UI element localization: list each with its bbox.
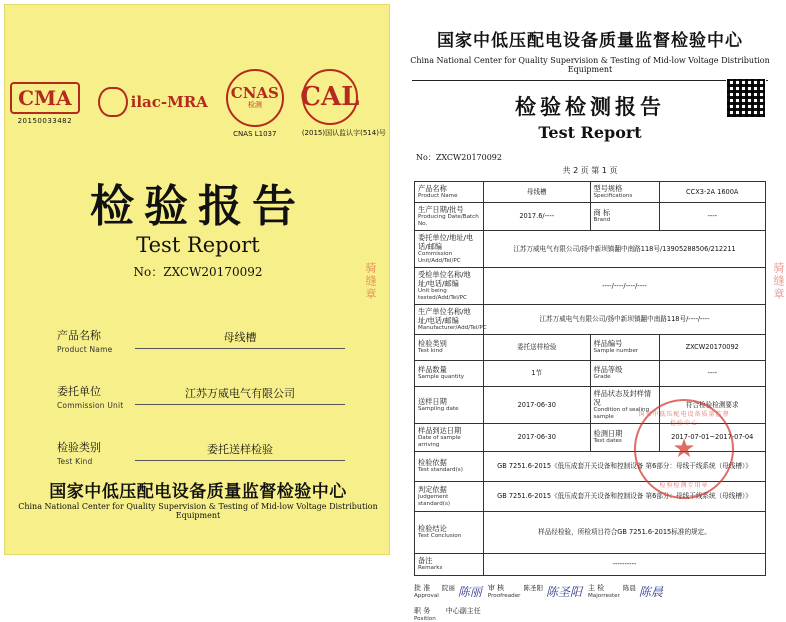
label-en: Test standard(s) xyxy=(418,467,463,474)
accreditation-marks xyxy=(5,63,391,143)
cover-report-number: No：ZXCW20170092 xyxy=(133,265,263,279)
row-value: ---- xyxy=(659,360,766,386)
row-label xyxy=(590,423,659,451)
label-en: Commission Unit/Add/Tel/PC xyxy=(418,250,461,264)
report-header-cn: 国家中低压配电设备质量监督检验中心 xyxy=(437,31,743,51)
label-en: Specifications xyxy=(593,193,633,199)
row-value: 江苏万威电气有限公司/扬中新坝镇翻中南路118号/13905288506/212211 xyxy=(484,230,766,267)
label-en: Sample quantity xyxy=(418,374,465,381)
row-value: 母线槽 xyxy=(484,182,591,203)
ilac-label: ilac-MRA xyxy=(130,92,208,111)
cover-field-commission-unit xyxy=(57,379,347,435)
signature-label xyxy=(414,583,439,599)
header-divider xyxy=(412,80,768,81)
report-cover xyxy=(4,4,390,555)
seam-stamp-left: 骑缝章 xyxy=(364,262,377,301)
label-cn: 型号规格 xyxy=(593,184,623,193)
label-cn: 检验类别 xyxy=(418,339,447,349)
row-label xyxy=(590,386,659,423)
row-label xyxy=(415,511,484,553)
row-value: CCX3-2A 1600A xyxy=(659,182,766,203)
cnas-label-cn: 检测 xyxy=(247,100,262,109)
row-value: GB 7251.6-2015《低压成套开关设备和控制设备 第6部分：母线干线系统（母线槽）》 xyxy=(484,481,766,511)
cover-title-en: Test Report xyxy=(136,233,260,257)
table-row xyxy=(415,386,766,423)
label-en: Brand xyxy=(593,217,611,224)
cover-field-product-name xyxy=(57,323,347,379)
label-en: Remarks xyxy=(418,565,443,572)
label-cn: 检验结论 xyxy=(418,524,447,534)
position-label xyxy=(414,606,436,622)
star-icon: ★ xyxy=(672,434,696,464)
table-row xyxy=(415,202,766,230)
report-table xyxy=(414,181,766,576)
row-label xyxy=(590,202,659,230)
row-value: 符合检验检测要求 xyxy=(659,386,766,423)
label-cn: 样品编号 xyxy=(593,339,623,349)
label-cn: 职 务 xyxy=(414,606,431,615)
report-title-en: Test Report xyxy=(538,123,642,142)
table-row xyxy=(415,423,766,451)
row-label xyxy=(415,182,484,203)
row-value: 2017.6/---- xyxy=(484,202,591,230)
row-value: ---- xyxy=(659,202,766,230)
cover-footer-cn: 国家中低压配电设备质量监督检验中心 xyxy=(49,482,347,502)
cnas-label: CNAS xyxy=(230,83,279,102)
seam-stamp-right: 骑缝章 xyxy=(772,262,785,301)
row-value: GB 7251.6-2015《低压成套开关设备和控制设备 第6部分：母线干线系统（母线槽）》 xyxy=(484,451,766,481)
stamp-top-text: 国家中低压配电设备质量监督检验中心 xyxy=(638,411,730,427)
table-row xyxy=(415,182,766,203)
signature-handwritten: 陈晨 xyxy=(638,584,663,599)
cover-field-value: 江苏万威电气有限公司 xyxy=(135,385,345,405)
row-value: 样品经检验，所检项目符合GB 7251.6-2015标准的规定。 xyxy=(484,511,766,553)
cma-mark xyxy=(10,82,80,125)
qr-code-icon xyxy=(726,78,766,118)
label-cn: 检测日期 xyxy=(593,429,623,439)
label-en: Majorrester xyxy=(587,592,620,599)
cnas-number: CNAS L1037 xyxy=(233,129,277,138)
label-cn: 检验类别 xyxy=(57,441,101,454)
row-label xyxy=(415,423,484,451)
cover-field-value: 委托送样检验 xyxy=(135,441,345,461)
label-cn: 主 检 xyxy=(587,583,605,592)
row-label xyxy=(590,182,659,203)
label-en: Approval xyxy=(414,592,439,599)
table-row xyxy=(415,334,766,360)
table-row xyxy=(415,267,766,304)
ilac-mra-mark xyxy=(98,87,208,120)
row-value: ---------- xyxy=(484,553,766,575)
stamp-bottom-text: 检验检测专用章 xyxy=(659,482,709,489)
row-label xyxy=(415,304,487,334)
cal-number: (2015)国认监认字(514)号 xyxy=(301,128,386,137)
cma-icon: CMA xyxy=(10,82,80,114)
label-cn: 样品到达日期 xyxy=(418,425,462,435)
row-value: 委托送样检验 xyxy=(484,334,591,360)
ilac-ellipse-icon xyxy=(98,87,128,117)
row-value: 2017-07-01~2017-07-04 xyxy=(659,423,766,451)
signature-typed: 陈晨 xyxy=(622,583,636,592)
label-cn: 样品等级 xyxy=(593,365,623,375)
label-en: Grade xyxy=(593,374,611,381)
label-en: Judgement standard(s) xyxy=(418,493,451,507)
signature-typed: 陈圣阳 xyxy=(523,583,543,592)
position-row xyxy=(414,606,766,622)
row-value: ----/----/----/---- xyxy=(484,267,766,304)
label-cn: 送样日期 xyxy=(418,396,447,406)
label-cn: 审 核 xyxy=(487,583,505,592)
label-en: Product Name xyxy=(418,193,458,199)
label-cn: 产品名称 xyxy=(57,329,101,342)
label-cn: 备注 xyxy=(418,556,433,566)
signature-proofreader xyxy=(488,583,582,600)
cal-mark xyxy=(302,69,386,138)
row-label xyxy=(415,451,484,481)
label-cn: 判定依据 xyxy=(418,484,447,494)
cover-title-cn: 检验报告 xyxy=(90,181,306,232)
label-en: Sample number xyxy=(593,348,639,355)
table-row-test-standard xyxy=(415,451,766,481)
cnas-icon xyxy=(226,69,284,127)
label-cn: 检验依据 xyxy=(418,458,447,468)
label-en: Manufacturer/Add/Tel/PC xyxy=(418,324,487,331)
signature-major-tester xyxy=(588,583,663,600)
cover-field-label xyxy=(57,383,127,410)
row-value: ZXCW20170092 xyxy=(659,334,766,360)
label-en: Unit being tested/Add/Tel/PC xyxy=(418,287,467,301)
label-en: Test dates xyxy=(593,438,622,445)
label-cn: 生产单位名称/地址/电话/邮编 xyxy=(418,306,471,325)
row-label xyxy=(590,334,659,360)
table-row xyxy=(415,304,766,334)
label-en: Commission Unit xyxy=(57,401,124,410)
signature-typed: 院丽 xyxy=(441,583,455,592)
label-en: Proofreader xyxy=(487,592,521,599)
row-value: 2017-06-30 xyxy=(484,423,591,451)
signature-label xyxy=(488,583,521,599)
cma-number: 20150033482 xyxy=(17,116,73,125)
table-row-judgement-standard xyxy=(415,481,766,511)
label-en: Test kind xyxy=(418,348,443,355)
label-cn: 商 标 xyxy=(593,208,611,218)
signature-handwritten: 陈丽 xyxy=(457,584,482,599)
ilac-icon xyxy=(98,87,208,117)
label-cn: 受检单位名称/地址/电话/邮编 xyxy=(418,269,471,288)
signature-row xyxy=(414,583,766,600)
label-en: Condition of sealing sample xyxy=(593,406,650,420)
row-label xyxy=(415,267,484,304)
label-cn: 委托单位 xyxy=(57,385,101,398)
report-header-en: China National Center for Quality Supervision & Testing of Mid-low Voltage Distribution Equipment xyxy=(410,56,770,74)
row-value: 江苏万威电气有限公司/扬中新坝镇翻中南路118号/----/---- xyxy=(484,304,766,334)
table-row-remarks xyxy=(415,553,766,575)
row-label xyxy=(415,360,484,386)
row-label xyxy=(415,230,484,267)
signature-label xyxy=(588,583,620,599)
row-value: 1节 xyxy=(484,360,591,386)
row-label xyxy=(415,334,484,360)
row-label xyxy=(415,481,484,511)
label-cn: 委托单位/地址/电话/邮编 xyxy=(418,232,474,251)
row-value: 2017-06-30 xyxy=(484,386,591,423)
label-en: Position xyxy=(414,615,436,622)
label-cn: 样品数量 xyxy=(418,365,447,375)
table-row xyxy=(415,360,766,386)
signature-handwritten: 陈圣阳 xyxy=(545,584,582,599)
report-number: No：ZXCW20170092 xyxy=(416,153,502,162)
label-en: Date of sample arriving xyxy=(418,434,461,448)
label-en: Product Name xyxy=(57,345,113,354)
label-cn: 样品状态及封样情况 xyxy=(593,388,652,407)
label-cn: 批 准 xyxy=(414,583,431,592)
label-en: Sampling date xyxy=(418,405,459,412)
label-en: Test Conclusion xyxy=(418,533,462,540)
label-cn: 产品名称 xyxy=(418,184,447,193)
row-label xyxy=(415,202,484,230)
cal-icon: CAL xyxy=(302,69,358,125)
label-cn: 生产日期/批号 xyxy=(418,204,464,214)
signature-approval xyxy=(414,583,482,600)
page-indicator: 共 2 页 第 1 页 xyxy=(562,166,618,175)
row-label xyxy=(590,360,659,386)
report-body xyxy=(398,4,782,622)
row-label xyxy=(415,386,484,423)
row-label xyxy=(415,553,484,575)
table-row xyxy=(415,230,766,267)
position-value: 中心副主任 xyxy=(445,606,481,615)
cover-field-label xyxy=(57,439,127,466)
report-title-cn: 检验检测报告 xyxy=(515,95,665,119)
label-en: Producing Date/Batch No. xyxy=(418,213,479,227)
cover-field-value: 母线槽 xyxy=(135,329,345,349)
label-en: Test Kind xyxy=(57,457,93,466)
cnas-mark xyxy=(226,69,284,138)
table-row-conclusion xyxy=(415,511,766,553)
cover-footer-en: China National Center for Quality Supervision & Testing of Mid-low Voltage Distribution Equipment xyxy=(18,502,378,520)
cover-field-label xyxy=(57,327,127,354)
cover-fields xyxy=(57,323,347,491)
